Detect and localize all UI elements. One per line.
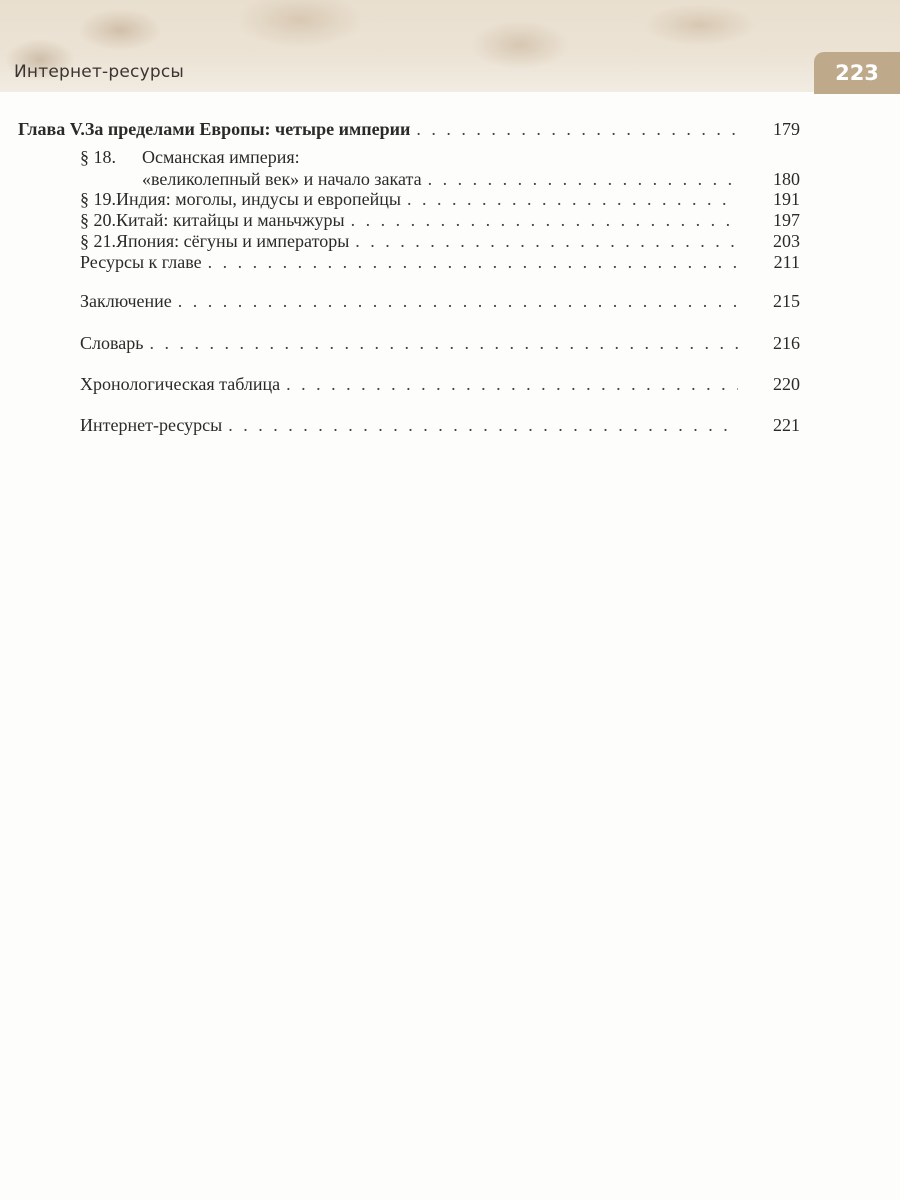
- dot-leader: [286, 373, 738, 395]
- entry-page: 220: [773, 374, 800, 394]
- entry-title: Хронологическая таблица: [80, 374, 281, 394]
- entry-page: 221: [773, 415, 800, 435]
- toc-internet-resources: [80, 414, 800, 436]
- section-page: 180: [773, 169, 800, 189]
- dot-leader: [228, 414, 738, 436]
- dot-leader: [208, 251, 738, 273]
- toc-chapter-entry: [18, 118, 800, 140]
- section-title-line1: Османская империя:: [142, 147, 300, 167]
- section-page: 191: [773, 189, 800, 209]
- dot-leader: [178, 290, 738, 312]
- section-title: Китай: китайцы и маньчжуры: [116, 210, 345, 230]
- resources-page: 211: [773, 252, 800, 272]
- toc-chronology: [80, 373, 800, 395]
- section-page: 197: [773, 210, 800, 230]
- section-title: Индия: моголы, индусы и европейцы: [116, 189, 401, 209]
- toc-section-18-line1: [80, 146, 300, 168]
- toc-chapter-resources: [80, 251, 800, 273]
- toc-conclusion: [80, 290, 800, 312]
- entry-page: 216: [773, 333, 800, 353]
- page-header: [0, 0, 900, 92]
- dot-leader: [407, 188, 738, 210]
- section-title: «великолепный век» и начало заката: [142, 169, 422, 189]
- entry-title: Заключение: [80, 291, 172, 311]
- page-number-badge: 223: [814, 52, 900, 94]
- entry-title: Интернет-ресурсы: [80, 415, 223, 435]
- section-page: 203: [773, 231, 800, 251]
- dot-leader: [149, 332, 738, 354]
- section-number: § 18.: [80, 147, 116, 167]
- section-number: § 21.: [80, 231, 116, 251]
- dot-leader: [351, 209, 738, 231]
- section-title: Япония: сёгуны и императоры: [116, 231, 350, 251]
- toc-section-18: [142, 168, 800, 190]
- dot-leader: [416, 118, 738, 140]
- entry-title: Словарь: [80, 333, 144, 353]
- toc-section-20: [80, 209, 800, 231]
- chapter-page: 179: [773, 119, 800, 139]
- toc-section-19: [80, 188, 800, 210]
- running-header-title: Интернет-ресурсы: [14, 62, 185, 82]
- toc-section-21: [80, 230, 800, 252]
- entry-page: 215: [773, 291, 800, 311]
- toc-glossary: [80, 332, 800, 354]
- dot-leader: [428, 168, 738, 190]
- resources-title: Ресурсы к главе: [80, 252, 202, 272]
- section-number: § 19.: [80, 189, 116, 209]
- section-number: § 20.: [80, 210, 116, 230]
- chapter-title: За пределами Европы: четыре империи: [84, 119, 411, 139]
- chapter-number: Глава V.: [18, 119, 85, 139]
- dot-leader: [355, 230, 738, 252]
